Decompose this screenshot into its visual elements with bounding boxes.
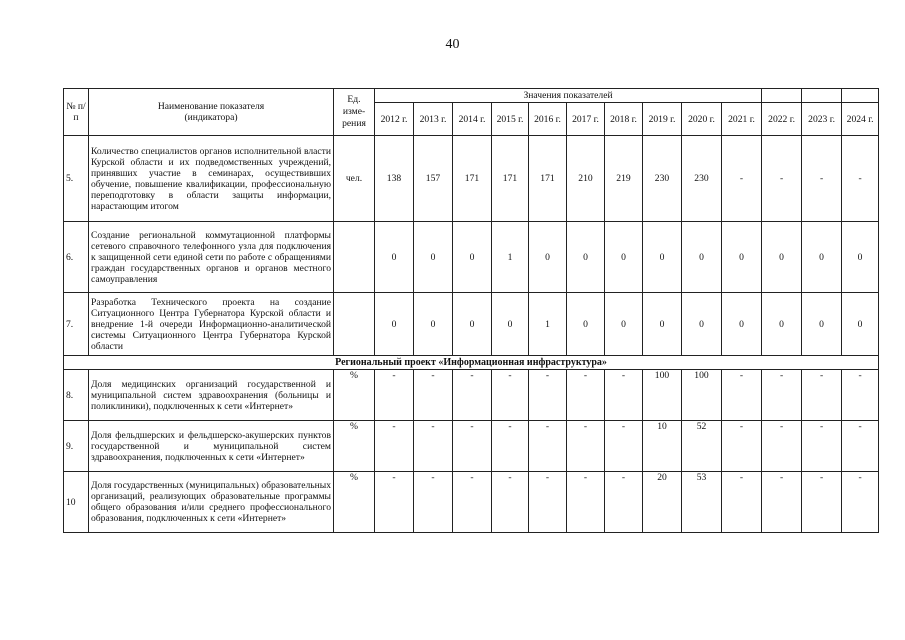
indicator-value: 1 — [492, 222, 529, 293]
table-body-b — [64, 370, 879, 533]
section-row — [64, 356, 879, 370]
header-name — [89, 89, 334, 136]
indicator-value: 0 — [567, 293, 605, 356]
indicator-value: 0 — [605, 222, 643, 293]
header-year: 2017 г. — [567, 103, 605, 136]
indicator-value: - — [802, 136, 842, 222]
indicator-value: - — [492, 472, 529, 533]
header-year: 2020 г. — [682, 103, 722, 136]
indicator-name: Создание региональной коммутационной платформы сетевого справочного телефонного узла для подключения к защищенной сети единой сети по работе с обращениями граждан государственных органов и органов местного самоуправления — [89, 222, 334, 293]
indicator-value: 0 — [453, 222, 492, 293]
indicator-value: - — [605, 370, 643, 421]
indicator-value: 0 — [842, 222, 879, 293]
indicator-value: 0 — [682, 222, 722, 293]
header-unit-line2: изме- — [342, 106, 366, 117]
header-year: 2013 г. — [414, 103, 453, 136]
indicator-value: 138 — [375, 136, 414, 222]
indicator-value: - — [722, 136, 762, 222]
indicator-value: 0 — [375, 293, 414, 356]
indicator-value: - — [567, 370, 605, 421]
table-row — [64, 370, 879, 421]
header-unit-line3: рения — [342, 118, 366, 129]
indicator-value: - — [375, 370, 414, 421]
indicator-value: - — [492, 421, 529, 472]
indicator-name: Разработка Технического проекта на создание Ситуационного Центра Губернатора Курской области и внедрение 1-й очереди Информационно-аналитической системы Ситуационного Центра Губернатора Курской области — [89, 293, 334, 356]
indicator-value: - — [762, 421, 802, 472]
indicator-value: 0 — [762, 222, 802, 293]
indicator-value: - — [453, 370, 492, 421]
header-year: 2014 г. — [453, 103, 492, 136]
indicator-value: - — [802, 421, 842, 472]
header-year: 2021 г. — [722, 103, 762, 136]
indicator-value: 230 — [682, 136, 722, 222]
indicator-value: 0 — [414, 222, 453, 293]
indicator-unit: % — [334, 421, 375, 472]
indicators-table — [63, 88, 879, 533]
indicator-value: 0 — [605, 293, 643, 356]
indicator-value: 157 — [414, 136, 453, 222]
header-year: 2023 г. — [802, 103, 842, 136]
indicator-value: 0 — [643, 222, 682, 293]
indicator-unit: % — [334, 472, 375, 533]
indicator-value: 171 — [453, 136, 492, 222]
indicator-value: - — [722, 370, 762, 421]
indicator-value: 100 — [682, 370, 722, 421]
indicator-value: 53 — [682, 472, 722, 533]
indicator-unit: % — [334, 370, 375, 421]
row-number: 5. — [64, 136, 89, 222]
indicator-value: - — [802, 472, 842, 533]
page-number: 40 — [445, 37, 460, 52]
header-year: 2016 г. — [529, 103, 567, 136]
indicator-value: 171 — [492, 136, 529, 222]
header-year: 2012 г. — [375, 103, 414, 136]
row-number: 9. — [64, 421, 89, 472]
indicator-value: 0 — [722, 222, 762, 293]
indicator-value: - — [567, 472, 605, 533]
header-values-title: Значения показателей — [375, 89, 762, 103]
table-row — [64, 222, 879, 293]
indicator-value: 230 — [643, 136, 682, 222]
header-year: 2018 г. — [605, 103, 643, 136]
section-title: Региональный проект «Информационная инфраструктура» — [64, 356, 879, 370]
indicator-value: - — [453, 421, 492, 472]
table-body-a — [64, 136, 879, 356]
header-year: 2015 г. — [492, 103, 529, 136]
indicator-value: - — [802, 370, 842, 421]
header-row-top — [64, 89, 879, 103]
indicator-value: - — [842, 370, 879, 421]
indicator-value: 0 — [802, 222, 842, 293]
indicator-value: - — [842, 421, 879, 472]
indicator-value: - — [453, 472, 492, 533]
indicator-value: 0 — [802, 293, 842, 356]
indicator-name: Доля медицинских организаций государственной и муниципальной систем здравоохранения (больницы и поликлиники), подключенных к сети «Интернет» — [89, 370, 334, 421]
header-blank-2023 — [802, 89, 842, 103]
indicator-value: - — [567, 421, 605, 472]
indicator-value: 0 — [567, 222, 605, 293]
indicator-value: - — [529, 421, 567, 472]
table-row — [64, 136, 879, 222]
table-row — [64, 421, 879, 472]
table-row — [64, 472, 879, 533]
table-body-section — [64, 356, 879, 370]
header-num: № п/п — [64, 89, 89, 136]
indicator-value: - — [762, 136, 802, 222]
indicator-value: - — [842, 472, 879, 533]
header-year: 2022 г. — [762, 103, 802, 136]
table-row — [64, 293, 879, 356]
header-name-line2: (индикатора) — [184, 112, 238, 123]
indicator-value: 0 — [722, 293, 762, 356]
indicator-value: - — [414, 472, 453, 533]
indicator-value: 0 — [529, 222, 567, 293]
header-name-line1: Наименование показателя — [157, 101, 265, 112]
indicator-value: 52 — [682, 421, 722, 472]
row-number: 6. — [64, 222, 89, 293]
header-unit — [334, 89, 375, 136]
indicator-value: 219 — [605, 136, 643, 222]
indicator-value: - — [414, 370, 453, 421]
indicator-name: Доля государственных (муниципальных) образовательных организаций, реализующих образовательные программы общего образования и/или среднего профессионального образования, подключенных к сети «Интернет» — [89, 472, 334, 533]
indicator-value: - — [605, 472, 643, 533]
indicator-value: - — [492, 370, 529, 421]
indicator-value: - — [722, 421, 762, 472]
indicator-name: Доля фельдшерских и фельдшерско-акушерских пунктов государственной и муниципальной систем здравоохранения, подключенных к сети «Интернет» — [89, 421, 334, 472]
header-blank-2024 — [842, 89, 879, 103]
indicator-unit: чел. — [334, 136, 375, 222]
indicator-value: 0 — [492, 293, 529, 356]
indicator-value: 0 — [643, 293, 682, 356]
indicator-value: 20 — [643, 472, 682, 533]
indicator-value: - — [375, 472, 414, 533]
header-year: 2024 г. — [842, 103, 879, 136]
indicator-value: 1 — [529, 293, 567, 356]
indicator-value: - — [722, 472, 762, 533]
indicator-value: - — [605, 421, 643, 472]
indicator-value: - — [529, 370, 567, 421]
indicator-value: 0 — [762, 293, 802, 356]
indicator-value: 171 — [529, 136, 567, 222]
indicator-value: 0 — [375, 222, 414, 293]
header-year: 2019 г. — [643, 103, 682, 136]
indicator-value: 0 — [842, 293, 879, 356]
indicator-value: 0 — [453, 293, 492, 356]
header-unit-line1: Ед. — [347, 94, 361, 105]
indicator-value: - — [529, 472, 567, 533]
indicator-value: 0 — [682, 293, 722, 356]
indicator-value: 210 — [567, 136, 605, 222]
row-number: 8. — [64, 370, 89, 421]
indicator-value: 10 — [643, 421, 682, 472]
indicator-value: - — [762, 370, 802, 421]
indicator-value: 0 — [414, 293, 453, 356]
row-number: 10 — [64, 472, 89, 533]
indicator-value: - — [414, 421, 453, 472]
indicator-value: - — [375, 421, 414, 472]
indicator-name: Количество специалистов органов исполнительной власти Курской области и их подведомственных учреждений, принявших участие в семинарах, осуществивших обучение, повышение квалификации, профессиональную переподготовку в области защиты информации, нарастающим итогом — [89, 136, 334, 222]
indicator-value: - — [842, 136, 879, 222]
indicator-unit — [334, 293, 375, 356]
indicator-value: 100 — [643, 370, 682, 421]
header-blank-2022 — [762, 89, 802, 103]
row-number: 7. — [64, 293, 89, 356]
indicator-unit — [334, 222, 375, 293]
indicator-value: - — [762, 472, 802, 533]
